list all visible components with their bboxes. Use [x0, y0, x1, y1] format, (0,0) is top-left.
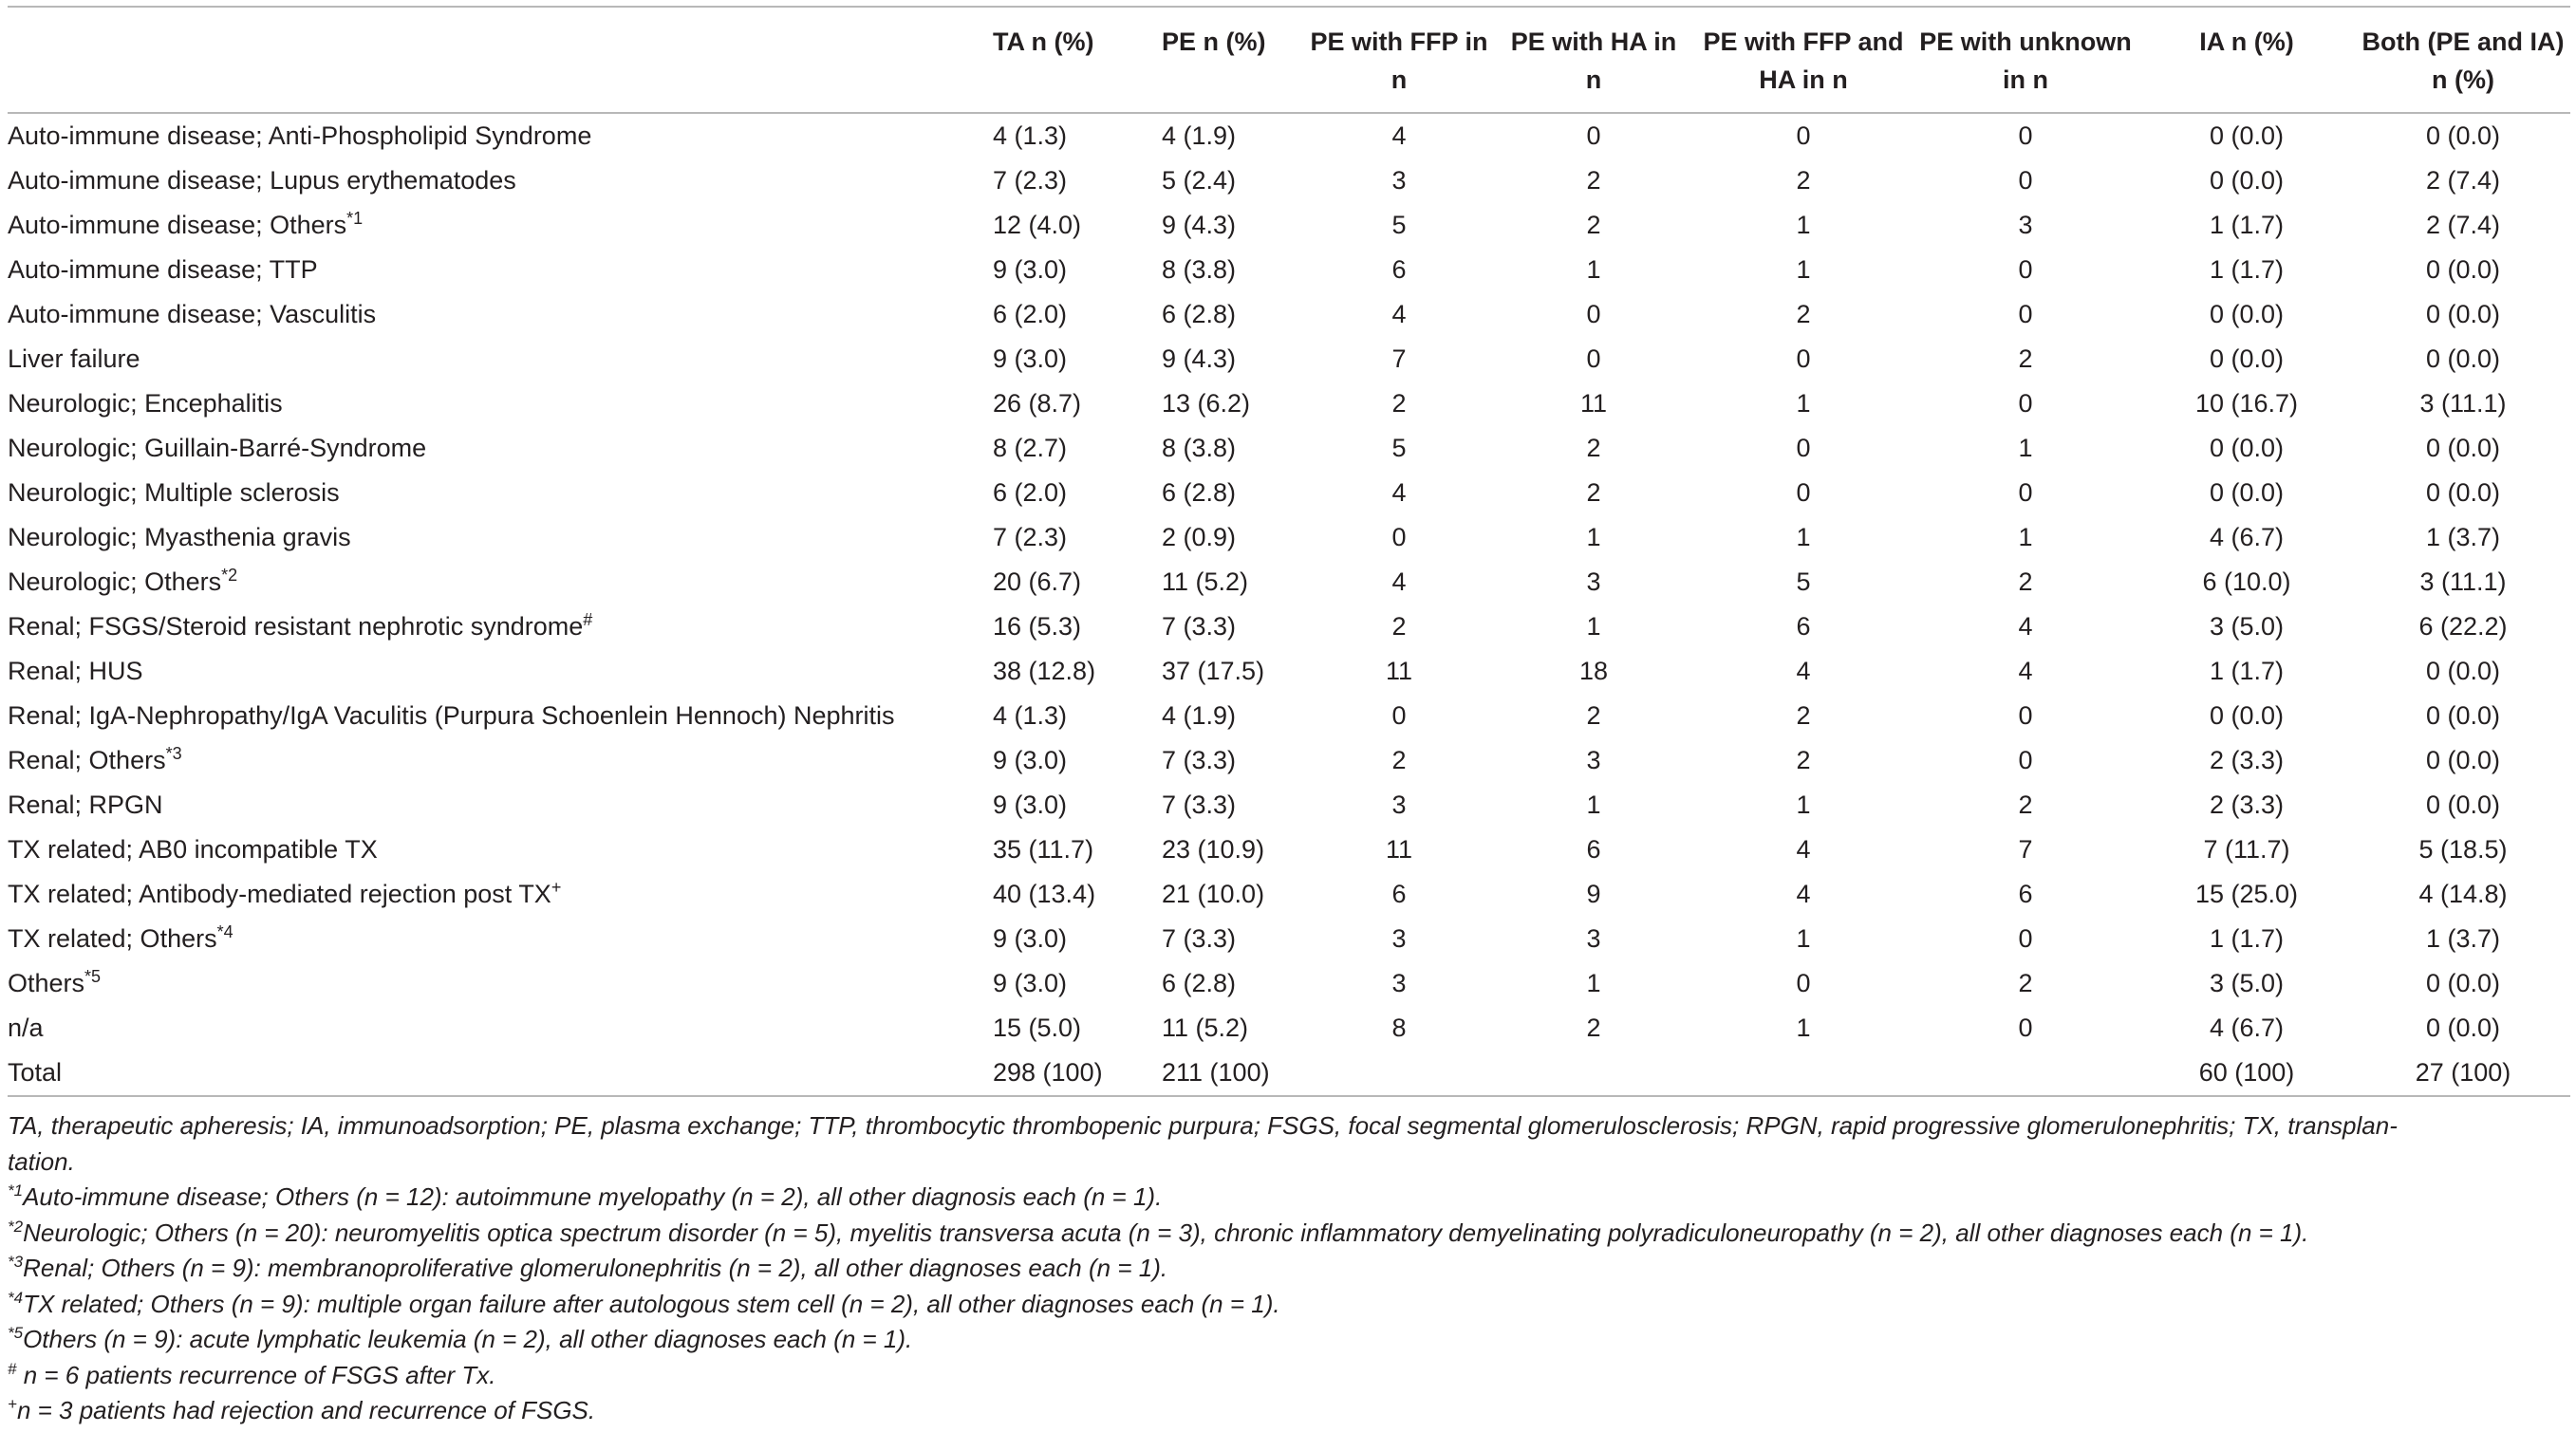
- cell-pe-ffp: 4: [1391, 478, 1407, 507]
- cell-pe-ffp-ha: 0: [1796, 434, 1811, 462]
- cell-pe: 5 (2.4): [1162, 166, 1237, 195]
- cell-pe-ffp-ha: 2: [1796, 746, 1811, 774]
- cell-pe-unknown: 2: [2018, 344, 2033, 373]
- abbreviations-note: [8, 1108, 2570, 1180]
- cell-pe: 4 (1.9): [1162, 121, 1237, 150]
- cell-pe-ffp: 4: [1391, 121, 1407, 150]
- footnote-text: Neurologic; Others (n = 20): neuromyelitis optica spectrum disorder (n = 5), myelitis transversa acuta (n = 3), chronic inflammatory demyelinating polyradiculoneuropathy (n = 2), all other diagnoses each (n = 1).: [23, 1218, 2309, 1247]
- cell-pe-ffp-ha: 1: [1796, 1014, 1811, 1042]
- cell-pe-ha: 3: [1586, 746, 1601, 774]
- diagnosis-label: Neurologic; Multiple sclerosis: [8, 478, 340, 507]
- table-row: [8, 828, 2570, 872]
- header-pe-ha: PE with HA in n: [1510, 28, 1677, 94]
- cell-pe: 8 (3.8): [1162, 255, 1237, 284]
- cell-pe-ffp-ha: 0: [1796, 478, 1811, 507]
- cell-pe: 6 (2.8): [1162, 969, 1237, 997]
- header-pe-ffp: PE with FFP in n: [1310, 28, 1488, 94]
- cell-ia: 0 (0.0): [2209, 121, 2285, 150]
- cell-pe-ffp-ha: 1: [1796, 211, 1811, 239]
- cell-ia: 0 (0.0): [2209, 344, 2285, 373]
- cell-pe-ha: 3: [1586, 567, 1601, 596]
- cell-both: 0 (0.0): [2425, 969, 2501, 997]
- cell-pe-ffp: 6: [1391, 880, 1407, 908]
- cell-pe: 7 (3.3): [1162, 924, 1237, 953]
- cell-pe-ffp: 2: [1391, 389, 1407, 418]
- cell-diagnosis: [8, 1006, 966, 1051]
- cell-both: 3 (11.1): [2419, 389, 2507, 418]
- cell-ta: 8 (2.7): [993, 434, 1068, 462]
- footnote-marker: *1: [8, 1181, 24, 1200]
- table-row: [8, 872, 2570, 917]
- cell-pe-unknown: 6: [2018, 880, 2033, 908]
- cell-both: 1 (3.7): [2425, 523, 2501, 551]
- cell-pe-ffp-ha: 5: [1796, 567, 1811, 596]
- footnote-marker: *2: [8, 1217, 24, 1236]
- cell-pe-ffp-ha: 1: [1796, 523, 1811, 551]
- cell-pe-ffp-ha: 2: [1796, 166, 1811, 195]
- cell-ta: 6 (2.0): [993, 478, 1068, 507]
- diagnosis-label: Renal; FSGS/Steroid resistant nephrotic syndrome: [8, 612, 584, 641]
- footnote-list: [8, 1180, 2570, 1429]
- cell-pe: 21 (10.0): [1162, 880, 1265, 908]
- cell-ta: 298 (100): [966, 1051, 1135, 1096]
- cell-pe-unknown: 1: [2018, 523, 2033, 551]
- footnote-mark: +: [551, 878, 562, 897]
- cell-diagnosis: [8, 560, 966, 605]
- cell-pe-ffp: 11: [1385, 657, 1413, 685]
- table-row: [8, 1006, 2570, 1051]
- cell-ta: 4 (1.3): [993, 121, 1068, 150]
- cell-diagnosis: [8, 783, 966, 828]
- header-label: [8, 7, 966, 113]
- cell-pe-ffp: 11: [1385, 835, 1413, 864]
- footnote-mark: *1: [346, 209, 364, 228]
- cell-pe-ha: 2: [1586, 478, 1601, 507]
- cell-pe-unknown: 0: [2018, 701, 2033, 730]
- cell-pe: 7 (3.3): [1162, 746, 1237, 774]
- cell-ia: 2 (3.3): [2209, 746, 2285, 774]
- cell-pe-ffp-ha: 4: [1796, 657, 1811, 685]
- cell-diagnosis: [8, 248, 966, 292]
- cell-pe: 211 (100): [1135, 1051, 1304, 1096]
- cell-both: 3 (11.1): [2419, 567, 2507, 596]
- cell-pe-ha: 1: [1586, 523, 1601, 551]
- cell-pe: 7 (3.3): [1162, 612, 1237, 641]
- cell-pe-ffp: 0: [1391, 701, 1407, 730]
- cell-ta: 9 (3.0): [993, 969, 1068, 997]
- diagnosis-label: Renal; HUS: [8, 657, 143, 685]
- cell-ta: 26 (8.7): [993, 389, 1082, 418]
- table-row: [8, 337, 2570, 381]
- cell-both: 2 (7.4): [2425, 211, 2501, 239]
- cell-pe-unknown: 0: [2018, 121, 2033, 150]
- cell-ta: 4 (1.3): [993, 701, 1068, 730]
- cell-both: 0 (0.0): [2425, 255, 2501, 284]
- cell-ia: 0 (0.0): [2209, 300, 2285, 328]
- footnote: [8, 1358, 2570, 1394]
- cell-pe-unknown: 0: [2018, 166, 2033, 195]
- cell-pe-ffp: 4: [1391, 300, 1407, 328]
- table-row: [8, 961, 2570, 1006]
- cell-pe-ha: 0: [1586, 300, 1601, 328]
- cell-diagnosis: [8, 158, 966, 203]
- cell-pe-ffp-ha: 0: [1796, 344, 1811, 373]
- table-row: [8, 113, 2570, 158]
- cell-pe-ffp: 3: [1391, 969, 1407, 997]
- cell-pe-ffp-ha: 1: [1796, 255, 1811, 284]
- cell-pe-ha: 9: [1586, 880, 1601, 908]
- cell-pe-ffp: 2: [1391, 612, 1407, 641]
- table-row: [8, 381, 2570, 426]
- cell-pe-unknown: 4: [2018, 657, 2033, 685]
- cell-diagnosis: [8, 872, 966, 917]
- cell-diagnosis: [8, 113, 966, 158]
- cell-pe: 9 (4.3): [1162, 211, 1237, 239]
- table-row: [8, 738, 2570, 783]
- cell-ia: 3 (5.0): [2209, 612, 2285, 641]
- cell-pe-ha: 1: [1586, 791, 1601, 819]
- cell-ia: 4 (6.7): [2209, 1014, 2285, 1042]
- cell-both: 0 (0.0): [2425, 1014, 2501, 1042]
- diagnosis-label: Liver failure: [8, 344, 140, 373]
- cell-pe-ha: 1: [1586, 969, 1601, 997]
- cell-pe: 37 (17.5): [1162, 657, 1265, 685]
- cell-both: 27 (100): [2356, 1051, 2570, 1096]
- cell-pe-ffp: 3: [1391, 166, 1407, 195]
- cell-diagnosis: [8, 203, 966, 248]
- cell-pe-unknown: 0: [2018, 1014, 2033, 1042]
- footnote-mark: *4: [216, 922, 233, 941]
- diagnosis-label: TX related; Others: [8, 924, 217, 953]
- cell-pe-ha: 2: [1586, 434, 1601, 462]
- footnote-text: n = 6 patients recurrence of FSGS after Tx.: [16, 1360, 496, 1389]
- cell-pe-unknown: 3: [2018, 211, 2033, 239]
- cell-diagnosis: [8, 515, 966, 560]
- diagnosis-label: Auto-immune disease; TTP: [8, 255, 318, 284]
- cell-ia: 1 (1.7): [2209, 211, 2285, 239]
- cell-pe-ha: 11: [1579, 389, 1608, 418]
- footnote-text: Renal; Others (n = 9): membranoproliferative glomerulonephritis (n = 2), all other diagnoses each (n = 1).: [23, 1254, 1168, 1282]
- cell-both: 0 (0.0): [2425, 344, 2501, 373]
- diagnosis-label: Renal; Others: [8, 746, 166, 774]
- cell-pe: 7 (3.3): [1162, 791, 1237, 819]
- cell-ia: 0 (0.0): [2209, 478, 2285, 507]
- cell-diagnosis: [8, 694, 966, 738]
- cell-diagnosis: [8, 337, 966, 381]
- footnote-marker: *3: [8, 1253, 24, 1271]
- cell-pe-ffp-ha: 4: [1796, 835, 1811, 864]
- diagnosis-label: Renal; IgA-Nephropathy/IgA Vaculitis (Purpura Schoenlein Hennoch) Nephritis: [8, 701, 895, 730]
- table-header: [8, 7, 2570, 113]
- cell-pe: 23 (10.9): [1162, 835, 1265, 864]
- footnote-mark: *5: [84, 967, 102, 986]
- abbreviations-text: TA, therapeutic apheresis; IA, immunoadsorption; PE, plasma exchange; TTP, thrombocytic thrombopenic purpura; FSGS, focal segmental glomerulosclerosis; RPGN, rapid progressive glomerulonephritis; TX, transplan-: [8, 1111, 2398, 1140]
- cell-diagnosis: [8, 426, 966, 471]
- cell-pe-unknown: 4: [2018, 612, 2033, 641]
- diagnosis-label: Auto-immune disease; Vasculitis: [8, 300, 377, 328]
- cell-pe: 9 (4.3): [1162, 344, 1237, 373]
- cell-diagnosis: [8, 605, 966, 649]
- abbreviations-text-cont: tation.: [8, 1146, 75, 1176]
- table-row: [8, 1051, 2570, 1096]
- diagnosis-label: TX related; Antibody-mediated rejection post TX: [8, 880, 551, 908]
- cell-ta: 15 (5.0): [993, 1014, 1082, 1042]
- table-row: [8, 917, 2570, 961]
- footnote-marker: *4: [8, 1288, 24, 1307]
- footnote: [8, 1393, 2570, 1429]
- cell-pe-ffp: [1304, 1051, 1494, 1096]
- cell-pe-ha: 2: [1586, 701, 1601, 730]
- diagnosis-label: Others: [8, 969, 85, 997]
- header-row: [8, 7, 2570, 113]
- cell-diagnosis: [8, 738, 966, 783]
- cell-diagnosis: [8, 917, 966, 961]
- cell-pe-ffp-ha: 1: [1796, 389, 1811, 418]
- footnote-text: n = 3 patients had rejection and recurrence of FSGS.: [16, 1396, 596, 1424]
- table-row: [8, 694, 2570, 738]
- header-ta: TA n (%): [993, 28, 1094, 56]
- cell-pe-unknown: 1: [2018, 434, 2033, 462]
- cell-diagnosis: [8, 1051, 966, 1096]
- cell-both: 6 (22.2): [2418, 612, 2508, 641]
- cell-ia: 3 (5.0): [2209, 969, 2285, 997]
- cell-ia: 1 (1.7): [2209, 255, 2285, 284]
- table-row: [8, 471, 2570, 515]
- cell-both: 2 (7.4): [2425, 166, 2501, 195]
- cell-ta: 35 (11.7): [993, 835, 1094, 864]
- table-row: [8, 783, 2570, 828]
- cell-pe: 2 (0.9): [1162, 523, 1237, 551]
- cell-pe-ha: 0: [1586, 344, 1601, 373]
- cell-pe-unknown: 0: [2018, 478, 2033, 507]
- footnote-marker: *5: [8, 1324, 24, 1342]
- cell-pe-ffp: 3: [1391, 924, 1407, 953]
- diagnosis-label: Auto-immune disease; Anti-Phospholipid Syndrome: [8, 121, 592, 150]
- diagnosis-label: TX related; AB0 incompatible TX: [8, 835, 378, 864]
- cell-ia: 0 (0.0): [2209, 434, 2285, 462]
- header-pe: PE n (%): [1162, 28, 1266, 56]
- cell-diagnosis: [8, 828, 966, 872]
- table-footnotes: [8, 1108, 2570, 1429]
- data-table: [8, 6, 2570, 1097]
- cell-pe-ffp: 8: [1391, 1014, 1407, 1042]
- cell-ia: 0 (0.0): [2209, 701, 2285, 730]
- cell-ia: 7 (11.7): [2203, 835, 2290, 864]
- footnote-marker: +: [8, 1395, 17, 1413]
- table-row: [8, 203, 2570, 248]
- cell-pe: 11 (5.2): [1162, 1014, 1249, 1042]
- cell-both: 0 (0.0): [2425, 121, 2501, 150]
- cell-pe-ffp-ha: 1: [1796, 791, 1811, 819]
- cell-ia: 1 (1.7): [2209, 924, 2285, 953]
- cell-ta: 16 (5.3): [993, 612, 1082, 641]
- cell-both: 4 (14.8): [2418, 880, 2508, 908]
- footnote-mark: #: [583, 610, 593, 629]
- cell-pe-ffp: 3: [1391, 791, 1407, 819]
- cell-ta: 7 (2.3): [993, 523, 1068, 551]
- footnote: [8, 1180, 2570, 1216]
- footnote: [8, 1216, 2570, 1252]
- cell-pe: 4 (1.9): [1162, 701, 1237, 730]
- cell-ia: 10 (16.7): [2194, 389, 2299, 418]
- cell-both: 0 (0.0): [2425, 657, 2501, 685]
- cell-pe-ffp: 6: [1391, 255, 1407, 284]
- cell-diagnosis: [8, 649, 966, 694]
- cell-pe-ha: 2: [1586, 166, 1601, 195]
- table-row: [8, 426, 2570, 471]
- cell-ia: 15 (25.0): [2194, 880, 2299, 908]
- cell-ia: 60 (100): [2137, 1051, 2356, 1096]
- cell-ta: 20 (6.7): [993, 567, 1082, 596]
- cell-ta: 12 (4.0): [993, 211, 1082, 239]
- cell-ta: 38 (12.8): [993, 657, 1096, 685]
- cell-both: 0 (0.0): [2425, 746, 2501, 774]
- diagnosis-label: Auto-immune disease; Lupus erythematodes: [8, 166, 516, 195]
- table-body: [8, 113, 2570, 1096]
- footnote-text: Auto-immune disease; Others (n = 12): autoimmune myelopathy (n = 2), all other diagnosis each (n = 1).: [23, 1182, 1163, 1211]
- cell-pe-ha: 18: [1578, 657, 1609, 685]
- cell-pe-ffp-ha: 1: [1796, 924, 1811, 953]
- cell-pe-ha: 1: [1586, 612, 1601, 641]
- cell-both: 1 (3.7): [2425, 924, 2501, 953]
- table-row: [8, 649, 2570, 694]
- diagnosis-label: Neurologic; Encephalitis: [8, 389, 283, 418]
- cell-pe-ffp-ha: 2: [1796, 300, 1811, 328]
- cell-ta: 9 (3.0): [993, 924, 1068, 953]
- cell-pe-ha: 2: [1586, 1014, 1601, 1042]
- cell-both: 0 (0.0): [2425, 434, 2501, 462]
- cell-both: 0 (0.0): [2425, 300, 2501, 328]
- cell-pe-ffp: 5: [1391, 434, 1407, 462]
- cell-pe-ha: 2: [1586, 211, 1601, 239]
- cell-pe: 8 (3.8): [1162, 434, 1237, 462]
- cell-pe: 6 (2.8): [1162, 300, 1237, 328]
- cell-both: 0 (0.0): [2425, 791, 2501, 819]
- cell-pe-ffp-ha: 6: [1796, 612, 1811, 641]
- cell-pe-ffp-ha: [1693, 1051, 1913, 1096]
- cell-pe: 6 (2.8): [1162, 478, 1237, 507]
- footnote: [8, 1287, 2570, 1323]
- header-ia: IA n (%): [2199, 28, 2294, 56]
- cell-pe-unknown: 0: [2018, 300, 2033, 328]
- cell-both: 0 (0.0): [2425, 478, 2501, 507]
- cell-diagnosis: [8, 292, 966, 337]
- cell-pe-ffp: 7: [1391, 344, 1407, 373]
- cell-pe-ffp-ha: 4: [1796, 880, 1811, 908]
- cell-ta: 40 (13.4): [993, 880, 1096, 908]
- cell-ta: 9 (3.0): [993, 791, 1068, 819]
- table-row: [8, 605, 2570, 649]
- cell-pe-ha: 6: [1586, 835, 1601, 864]
- header-pe-unknown: PE with unknown in n: [1919, 28, 2132, 94]
- table-row: [8, 560, 2570, 605]
- cell-pe-ha: 1: [1586, 255, 1601, 284]
- table-row: [8, 292, 2570, 337]
- cell-pe-ha: 0: [1586, 121, 1601, 150]
- footnote-mark: *2: [221, 566, 238, 585]
- footnote-marker: #: [8, 1359, 17, 1378]
- cell-diagnosis: [8, 961, 966, 1006]
- table-row: [8, 515, 2570, 560]
- cell-pe: 13 (6.2): [1162, 389, 1251, 418]
- cell-ia: 4 (6.7): [2209, 523, 2285, 551]
- cell-ta: 6 (2.0): [993, 300, 1068, 328]
- cell-ia: 2 (3.3): [2209, 791, 2285, 819]
- cell-pe-ffp-ha: 0: [1796, 969, 1811, 997]
- table-row: [8, 248, 2570, 292]
- footnote-text: TX related; Others (n = 9): multiple organ failure after autologous stem cell (n = 2), all other diagnoses each (n = 1).: [23, 1289, 1280, 1318]
- cell-ta: 7 (2.3): [993, 166, 1068, 195]
- cell-pe-ffp-ha: 2: [1796, 701, 1811, 730]
- cell-both: 0 (0.0): [2425, 701, 2501, 730]
- cell-ta: 9 (3.0): [993, 746, 1068, 774]
- diagnosis-label: Neurologic; Myasthenia gravis: [8, 523, 351, 551]
- diagnosis-label: Neurologic; Others: [8, 567, 222, 596]
- header-pe-ffp-ha: PE with FFP and HA in n: [1703, 28, 1904, 94]
- cell-pe-unknown: 0: [2018, 924, 2033, 953]
- table-row: [8, 158, 2570, 203]
- diagnosis-label: Renal; RPGN: [8, 791, 163, 819]
- cell-pe-ffp-ha: 0: [1796, 121, 1811, 150]
- footnote: [8, 1251, 2570, 1287]
- cell-diagnosis: [8, 471, 966, 515]
- cell-ta: 9 (3.0): [993, 255, 1068, 284]
- cell-pe-unknown: 0: [2018, 389, 2033, 418]
- cell-pe-unknown: [1913, 1051, 2137, 1096]
- cell-ia: 6 (10.0): [2202, 567, 2291, 596]
- cell-pe-unknown: 7: [2018, 835, 2033, 864]
- cell-pe: 11 (5.2): [1162, 567, 1249, 596]
- diagnosis-label: Auto-immune disease; Others: [8, 211, 347, 239]
- cell-pe-unknown: 2: [2018, 567, 2033, 596]
- cell-pe-unknown: 0: [2018, 255, 2033, 284]
- footnote-text: Others (n = 9): acute lymphatic leukemia (n = 2), all other diagnoses each (n = 1).: [23, 1325, 913, 1353]
- cell-both: 5 (18.5): [2418, 835, 2508, 864]
- cell-pe-unknown: 0: [2018, 746, 2033, 774]
- cell-pe-ffp: 0: [1391, 523, 1407, 551]
- cell-ta: 9 (3.0): [993, 344, 1068, 373]
- footnote: [8, 1322, 2570, 1358]
- diagnosis-label: Total: [8, 1058, 63, 1087]
- diagnosis-label: Neurologic; Guillain-Barré-Syndrome: [8, 434, 427, 462]
- cell-pe-ffp: 5: [1391, 211, 1407, 239]
- cell-pe-unknown: 2: [2018, 791, 2033, 819]
- footnote-mark: *3: [165, 744, 182, 763]
- cell-pe-ffp: 4: [1391, 567, 1407, 596]
- cell-ia: 1 (1.7): [2209, 657, 2285, 685]
- cell-diagnosis: [8, 381, 966, 426]
- cell-pe-ffp: 2: [1391, 746, 1407, 774]
- cell-ia: 0 (0.0): [2209, 166, 2285, 195]
- header-both: Both (PE and IA) n (%): [2361, 28, 2565, 94]
- cell-pe-unknown: 2: [2018, 969, 2033, 997]
- cell-pe-ha: 3: [1586, 924, 1601, 953]
- diagnosis-label: n/a: [8, 1014, 44, 1042]
- cell-pe-ha: [1494, 1051, 1693, 1096]
